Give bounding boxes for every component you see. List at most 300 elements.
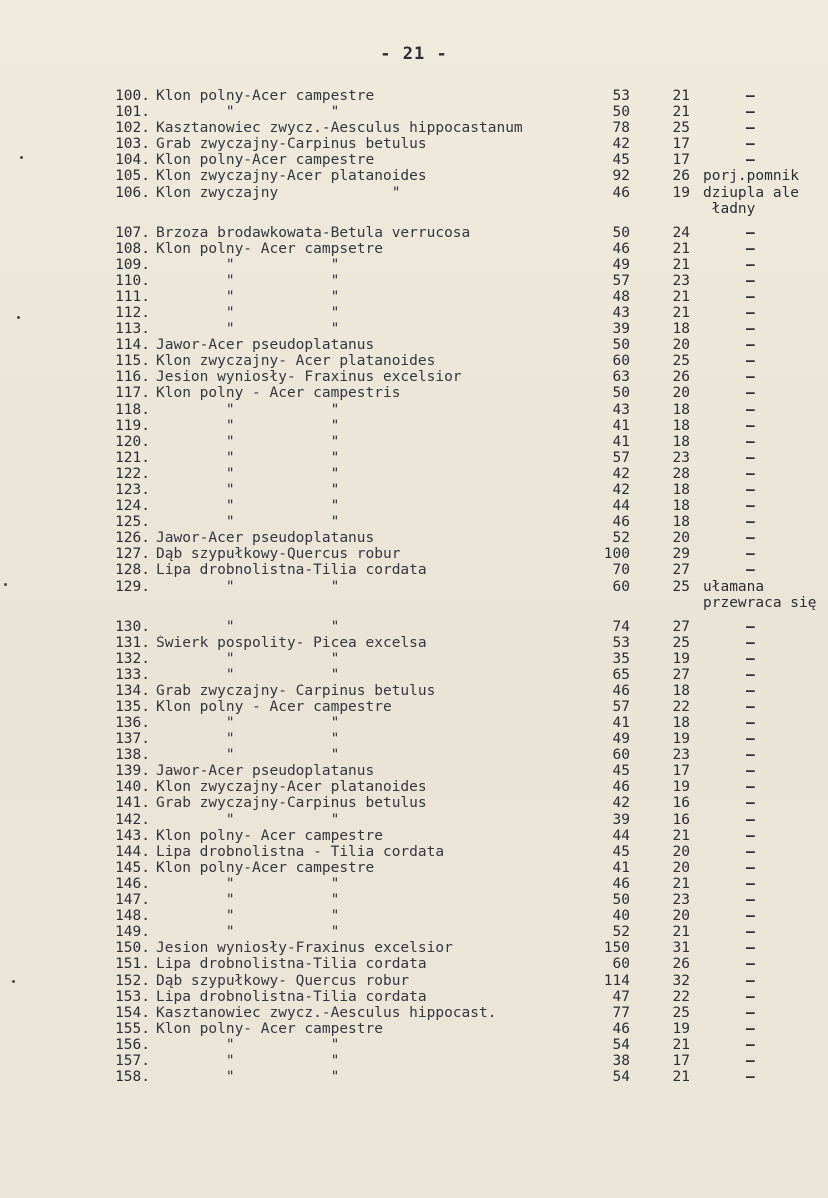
tree-number: 113.: [115, 321, 150, 338]
species-name: " ": [156, 1052, 340, 1069]
tree-number: 105.: [115, 168, 150, 185]
table-row: [0, 273, 828, 289]
table-row: [0, 241, 828, 257]
remark-dash: –: [746, 763, 755, 780]
species-name: Klon zwyczajny-Acer platanoides: [156, 779, 427, 796]
circumference-value: 46: [612, 779, 630, 796]
table-row: [0, 683, 828, 699]
table-row: [0, 1053, 828, 1069]
circumference-value: 39: [612, 321, 630, 338]
table-row: [0, 828, 828, 844]
circumference-value: 41: [612, 417, 630, 434]
height-value: 21: [672, 288, 690, 305]
remark-dash: –: [746, 288, 755, 305]
remark-dash: –: [746, 104, 755, 121]
tree-number: 127.: [115, 546, 150, 563]
species-name: Klon polny-Acer campestre: [156, 859, 375, 876]
circumference-value: 150: [603, 940, 630, 957]
height-value: 31: [672, 940, 690, 957]
height-value: 29: [672, 546, 690, 563]
tree-number: 132.: [115, 650, 150, 667]
table-row: [0, 973, 828, 989]
circumference-value: 60: [612, 747, 630, 764]
species-name: Klon polny-Acer campestre: [156, 88, 375, 104]
height-value: 18: [672, 321, 690, 338]
remark-dash: –: [746, 562, 755, 579]
remark-dash: –: [746, 304, 755, 321]
tree-number: 155.: [115, 1020, 150, 1037]
table-row: [0, 844, 828, 860]
remark-dash: –: [746, 682, 755, 699]
table-row: [0, 450, 828, 466]
circumference-value: 44: [612, 827, 630, 844]
remark-dash: –: [746, 120, 755, 137]
tree-number: 156.: [115, 1036, 150, 1053]
remark-dash: –: [746, 715, 755, 731]
circumference-value: 46: [612, 240, 630, 257]
remark-note: ułamana przewraca się: [703, 578, 817, 611]
height-value: 21: [672, 827, 690, 844]
height-value: 23: [672, 747, 690, 764]
circumference-value: 46: [612, 184, 630, 201]
height-value: 25: [672, 353, 690, 370]
species-name: Dąb szypułkowy-Quercus robur: [156, 546, 401, 563]
species-name: " ": [156, 514, 340, 531]
circumference-value: 42: [612, 136, 630, 153]
height-value: 19: [672, 731, 690, 748]
height-value: 20: [672, 337, 690, 354]
table-row: [0, 989, 828, 1005]
height-value: 19: [672, 1020, 690, 1037]
remark-dash: –: [746, 433, 755, 450]
height-value: 27: [672, 562, 690, 579]
remark-dash: –: [746, 272, 755, 289]
table-row: [0, 466, 828, 482]
tree-number: 157.: [115, 1052, 150, 1069]
tree-number: 101.: [115, 104, 150, 121]
table-row: [0, 651, 828, 667]
table-row: [0, 385, 828, 401]
circumference-value: 42: [612, 481, 630, 498]
remark-dash: –: [746, 827, 755, 844]
remark-note: porj.pomnik: [703, 168, 800, 185]
species-name: " ": [156, 1069, 340, 1086]
height-value: 18: [672, 514, 690, 531]
tree-number: 106.: [115, 184, 150, 201]
table-row: [0, 402, 828, 418]
remark-dash: –: [746, 152, 755, 169]
tree-number: 117.: [115, 385, 150, 402]
remark-dash: –: [746, 731, 755, 748]
table-row: [0, 418, 828, 434]
circumference-value: 41: [612, 715, 630, 731]
species-name: Kasztanowiec zwycz.-Aesculus hippocast.: [156, 1004, 497, 1021]
circumference-value: 45: [612, 152, 630, 169]
remark-dash: –: [746, 136, 755, 153]
height-value: 18: [672, 417, 690, 434]
species-name: " ": [156, 465, 340, 482]
table-row: [0, 88, 828, 104]
tree-number: 103.: [115, 136, 150, 153]
circumference-value: 100: [603, 546, 630, 563]
tree-number: 114.: [115, 337, 150, 354]
species-name: " ": [156, 272, 340, 289]
species-name: " ": [156, 875, 340, 892]
tree-number: 100.: [115, 88, 150, 104]
table-row: [0, 337, 828, 353]
tree-number: 109.: [115, 256, 150, 273]
height-value: 16: [672, 811, 690, 828]
tree-number: 147.: [115, 892, 150, 909]
table-row: [0, 185, 828, 217]
table-row: [0, 120, 828, 136]
height-value: 18: [672, 498, 690, 515]
table-row: [0, 1069, 828, 1085]
table-row: [0, 498, 828, 514]
height-value: 21: [672, 875, 690, 892]
table-row: [0, 699, 828, 715]
species-name: Jawor-Acer pseudoplatanus: [156, 530, 375, 547]
species-name: " ": [156, 449, 340, 466]
height-value: 22: [672, 698, 690, 715]
remark-dash: –: [746, 1052, 755, 1069]
circumference-value: 49: [612, 256, 630, 273]
remark-dash: –: [746, 843, 755, 860]
tree-number: 107.: [115, 224, 150, 241]
species-name: " ": [156, 304, 340, 321]
height-value: 21: [672, 104, 690, 121]
remark-dash: –: [746, 698, 755, 715]
circumference-value: 57: [612, 698, 630, 715]
circumference-value: 53: [612, 88, 630, 104]
circumference-value: 45: [612, 843, 630, 860]
height-value: 26: [672, 168, 690, 185]
tree-number: 137.: [115, 731, 150, 748]
table-row: [0, 136, 828, 152]
table-row: [0, 257, 828, 273]
species-name: Lipa drobnolistna-Tilia cordata: [156, 988, 427, 1005]
height-value: 24: [672, 224, 690, 241]
table-row: [0, 321, 828, 337]
tree-number: 134.: [115, 682, 150, 699]
circumference-value: 57: [612, 449, 630, 466]
species-name: " ": [156, 256, 340, 273]
remark-dash: –: [746, 481, 755, 498]
height-value: 17: [672, 763, 690, 780]
height-value: 21: [672, 304, 690, 321]
tree-number: 119.: [115, 417, 150, 434]
table-row: [0, 611, 828, 635]
species-name: Klon zwyczajny-Acer platanoides: [156, 168, 427, 185]
circumference-value: 60: [612, 578, 630, 595]
remark-dash: –: [746, 369, 755, 386]
height-value: 22: [672, 988, 690, 1005]
tree-number: 143.: [115, 827, 150, 844]
height-value: 26: [672, 956, 690, 973]
height-value: 25: [672, 120, 690, 137]
circumference-value: 60: [612, 956, 630, 973]
circumference-value: 57: [612, 272, 630, 289]
height-value: 20: [672, 530, 690, 547]
tree-number: 108.: [115, 240, 150, 257]
species-name: " ": [156, 892, 340, 909]
circumference-value: 46: [612, 875, 630, 892]
remark-note: dziupla ale ładny: [703, 184, 800, 217]
circumference-value: 50: [612, 104, 630, 121]
height-value: 25: [672, 1004, 690, 1021]
species-name: Jawor-Acer pseudoplatanus: [156, 337, 375, 354]
remark-dash: –: [746, 972, 755, 989]
tree-number: 121.: [115, 449, 150, 466]
species-name: " ": [156, 811, 340, 828]
species-name: Lipa drobnolistna-Tilia cordata: [156, 956, 427, 973]
circumference-value: 74: [612, 618, 630, 635]
tree-number: 152.: [115, 972, 150, 989]
height-value: 21: [672, 1069, 690, 1086]
table-row: [0, 860, 828, 876]
table-row: [0, 715, 828, 731]
height-value: 20: [672, 385, 690, 402]
species-name: " ": [156, 104, 340, 121]
remark-dash: –: [746, 1036, 755, 1053]
tree-number: 129.: [115, 578, 150, 595]
circumference-value: 49: [612, 731, 630, 748]
tree-number: 135.: [115, 698, 150, 715]
table-row: [0, 892, 828, 908]
circumference-value: 60: [612, 353, 630, 370]
tree-number: 140.: [115, 779, 150, 796]
remark-dash: –: [746, 401, 755, 418]
tree-number: 122.: [115, 465, 150, 482]
height-value: 18: [672, 715, 690, 731]
tree-number: 124.: [115, 498, 150, 515]
height-value: 18: [672, 401, 690, 418]
circumference-value: 48: [612, 288, 630, 305]
remark-dash: –: [746, 795, 755, 812]
remark-dash: –: [746, 747, 755, 764]
species-name: Świerk pospolity- Picea excelsa: [156, 634, 427, 651]
tree-number: 123.: [115, 481, 150, 498]
tree-inventory-list: [0, 88, 828, 1085]
height-value: 17: [672, 1052, 690, 1069]
height-value: 21: [672, 256, 690, 273]
tree-number: 111.: [115, 288, 150, 305]
species-name: Grab zwyczajny-Carpinus betulus: [156, 136, 427, 153]
height-value: 25: [672, 578, 690, 595]
species-name: " ": [156, 1036, 340, 1053]
height-value: 19: [672, 779, 690, 796]
height-value: 21: [672, 924, 690, 941]
species-name: " ": [156, 747, 340, 764]
tree-number: 139.: [115, 763, 150, 780]
circumference-value: 78: [612, 120, 630, 137]
remark-dash: –: [746, 811, 755, 828]
species-name: Jawor-Acer pseudoplatanus: [156, 763, 375, 780]
circumference-value: 46: [612, 682, 630, 699]
table-row: [0, 1037, 828, 1053]
tree-number: 128.: [115, 562, 150, 579]
circumference-value: 77: [612, 1004, 630, 1021]
table-row: [0, 104, 828, 120]
circumference-value: 38: [612, 1052, 630, 1069]
height-value: 25: [672, 634, 690, 651]
species-name: " ": [156, 417, 340, 434]
tree-number: 158.: [115, 1069, 150, 1086]
circumference-value: 35: [612, 650, 630, 667]
circumference-value: 42: [612, 795, 630, 812]
species-name: " ": [156, 578, 340, 595]
table-row: [0, 876, 828, 892]
remark-dash: –: [746, 634, 755, 651]
tree-number: 142.: [115, 811, 150, 828]
circumference-value: 114: [603, 972, 630, 989]
species-name: " ": [156, 924, 340, 941]
remark-dash: –: [746, 956, 755, 973]
table-row: [0, 1021, 828, 1037]
species-name: Klon polny-Acer campestre: [156, 152, 375, 169]
tree-number: 120.: [115, 433, 150, 450]
circumference-value: 54: [612, 1069, 630, 1086]
page-number: - 21 -: [380, 44, 448, 64]
tree-number: 153.: [115, 988, 150, 1005]
remark-dash: –: [746, 417, 755, 434]
remark-dash: –: [746, 224, 755, 241]
species-name: Grab zwyczajny- Carpinus betulus: [156, 682, 436, 699]
tree-number: 118.: [115, 401, 150, 418]
tree-number: 131.: [115, 634, 150, 651]
table-row: [0, 168, 828, 184]
remark-dash: –: [746, 650, 755, 667]
species-name: " ": [156, 401, 340, 418]
remark-dash: –: [746, 465, 755, 482]
table-row: [0, 434, 828, 450]
remark-dash: –: [746, 908, 755, 925]
height-value: 19: [672, 650, 690, 667]
height-value: 18: [672, 481, 690, 498]
height-value: 32: [672, 972, 690, 989]
height-value: 17: [672, 136, 690, 153]
remark-dash: –: [746, 988, 755, 1005]
species-name: " ": [156, 618, 340, 635]
tree-number: 136.: [115, 715, 150, 731]
remark-dash: –: [746, 779, 755, 796]
species-name: " ": [156, 321, 340, 338]
circumference-value: 50: [612, 224, 630, 241]
tree-number: 102.: [115, 120, 150, 137]
circumference-value: 44: [612, 498, 630, 515]
species-name: " ": [156, 715, 340, 731]
tree-number: 130.: [115, 618, 150, 635]
species-name: " ": [156, 288, 340, 305]
table-row: [0, 562, 828, 578]
remark-dash: –: [746, 666, 755, 683]
height-value: 23: [672, 272, 690, 289]
remark-dash: –: [746, 353, 755, 370]
species-name: Klon polny - Acer campestris: [156, 385, 401, 402]
table-row: [0, 940, 828, 956]
height-value: 21: [672, 1036, 690, 1053]
species-name: Jesion wyniosły-Fraxinus excelsior: [156, 940, 453, 957]
species-name: Klon polny - Acer campestre: [156, 698, 392, 715]
species-name: " ": [156, 481, 340, 498]
height-value: 28: [672, 465, 690, 482]
tree-number: 151.: [115, 956, 150, 973]
species-name: " ": [156, 498, 340, 515]
table-row: [0, 956, 828, 972]
remark-dash: –: [746, 530, 755, 547]
remark-dash: –: [746, 546, 755, 563]
circumference-value: 92: [612, 168, 630, 185]
circumference-value: 65: [612, 666, 630, 683]
species-name: Klon zwyczajny- Acer platanoides: [156, 353, 436, 370]
table-row: [0, 812, 828, 828]
height-value: 26: [672, 369, 690, 386]
tree-number: 145.: [115, 859, 150, 876]
tree-number: 138.: [115, 747, 150, 764]
species-name: Brzoza brodawkowata-Betula verrucosa: [156, 224, 471, 241]
tree-number: 104.: [115, 152, 150, 169]
tree-number: 144.: [115, 843, 150, 860]
remark-dash: –: [746, 1069, 755, 1086]
table-row: [0, 579, 828, 611]
remark-dash: –: [746, 618, 755, 635]
height-value: 18: [672, 682, 690, 699]
table-row: [0, 514, 828, 530]
table-row: [0, 305, 828, 321]
circumference-value: 43: [612, 401, 630, 418]
remark-dash: –: [746, 892, 755, 909]
species-name: Klon polny- Acer campsetre: [156, 240, 383, 257]
height-value: 19: [672, 184, 690, 201]
height-value: 20: [672, 859, 690, 876]
table-row: [0, 635, 828, 651]
remark-dash: –: [746, 875, 755, 892]
table-row: [0, 546, 828, 562]
remark-dash: –: [746, 321, 755, 338]
height-value: 21: [672, 88, 690, 104]
tree-number: 112.: [115, 304, 150, 321]
species-name: " ": [156, 666, 340, 683]
circumference-value: 45: [612, 763, 630, 780]
circumference-value: 39: [612, 811, 630, 828]
remark-dash: –: [746, 1020, 755, 1037]
remark-dash: –: [746, 514, 755, 531]
species-name: " ": [156, 731, 340, 748]
height-value: 20: [672, 908, 690, 925]
circumference-value: 41: [612, 859, 630, 876]
table-row: [0, 482, 828, 498]
tree-number: 154.: [115, 1004, 150, 1021]
tree-number: 150.: [115, 940, 150, 957]
circumference-value: 63: [612, 369, 630, 386]
species-name: Lipa drobnolistna - Tilia cordata: [156, 843, 445, 860]
height-value: 27: [672, 618, 690, 635]
circumference-value: 53: [612, 634, 630, 651]
circumference-value: 41: [612, 433, 630, 450]
height-value: 17: [672, 152, 690, 169]
circumference-value: 50: [612, 337, 630, 354]
table-row: [0, 667, 828, 683]
remark-dash: –: [746, 256, 755, 273]
circumference-value: 50: [612, 892, 630, 909]
height-value: 23: [672, 892, 690, 909]
circumference-value: 52: [612, 530, 630, 547]
remark-dash: –: [746, 240, 755, 257]
height-value: 16: [672, 795, 690, 812]
circumference-value: 54: [612, 1036, 630, 1053]
remark-dash: –: [746, 337, 755, 354]
tree-number: 149.: [115, 924, 150, 941]
